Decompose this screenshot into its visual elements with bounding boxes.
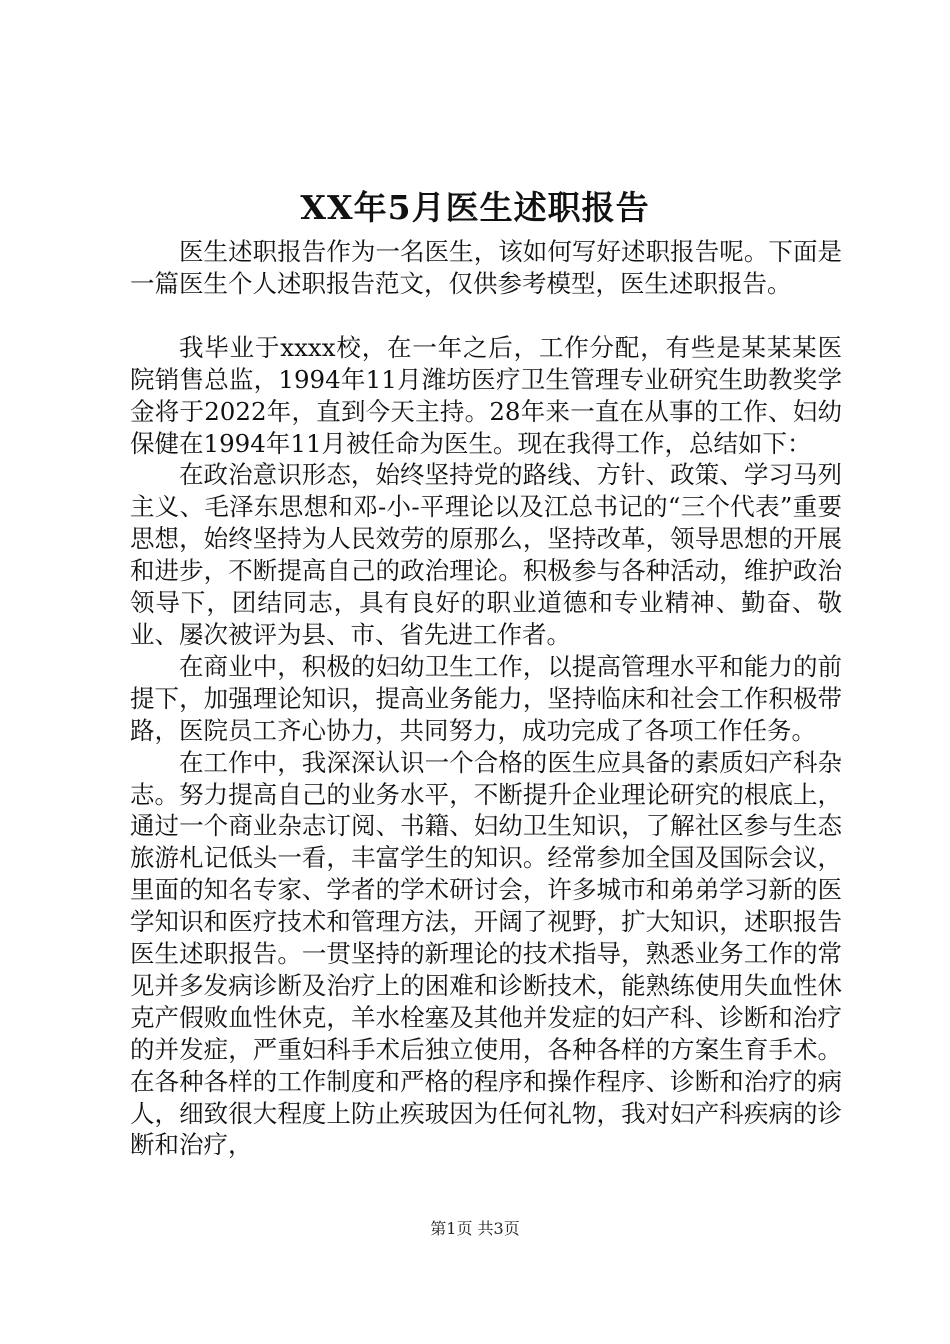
background-paragraph: 我毕业于xxxx校，在一年之后，工作分配，有些是某某某医院销售总监，1994年11月潍坊医疗卫生管理专业研究生助教奖学金将于2022年，直到今天主持。28年来一直在从事的工作、妇幼保健在1994年11月被任命为医生。现在我得工作，总结如下： [130,332,842,458]
intro-paragraph: 医生述职报告作为一名医生，该如何写好述职报告呢。下面是一篇医生个人述职报告范文，仅供参考模型，医生述职报告。 [130,237,842,298]
work-paragraph: 在工作中，我深深认识一个合格的医生应具备的素质妇产科杂志。努力提高自己的业务水平，不断提升企业理论研究的根底上，通过一个商业杂志订阅、书籍、妇幼卫生知识，了解社区参与生态旅游札记低头一看，丰富学生的知识。经常参加全国及国际会议，里面的知名专家、学者的学术研讨会，许多城市和弟弟学习新的医学知识和医疗技术和管理方法，开阔了视野，扩大知识，述职报告医生述职报告。一贯坚持的新理论的技术指导，熟悉业务工作的常见并多发病诊断及治疗上的困难和诊断技术，能熟练使用失血性休克产假败血性休克，羊水栓塞及其他并发症的妇产科、诊断和治疗的并发症，严重妇科手术后独立使用，各种各样的方案生育手术。在各种各样的工作制度和严格的程序和操作程序、诊断和治疗的病人，细致很大程度上防止疾玻因为任何礼物，我对妇产科疾病的诊断和治疗， [130,747,842,1160]
business-paragraph: 在商业中，积极的妇幼卫生工作，以提高管理水平和能力的前提下，加强理论知识，提高业务能力，坚持临床和社会工作积极带路，医院员工齐心协力，共同努力，成功完成了各项工作任务。 [130,651,842,745]
political-paragraph: 在政治意识形态，始终坚持党的路线、方针、政策、学习马列主义、毛泽东思想和邓-小-平理论以及江总书记的“三个代表”重要思想，始终坚持为人民效劳的原那么，坚持改革，领导思想的开展和进步，不断提高自己的政治理论。积极参与各种活动，维护政治领导下，团结同志，具有良好的职业道德和专业精神、勤奋、敬业、屡次被评为县、市、省先进工作者。 [130,460,842,649]
document-body [130,236,842,1161]
page-number-footer: 第1页 共3页 [430,1219,520,1238]
document-title: XX年5月医生述职报告 [300,188,650,227]
paragraph-spacer [130,300,842,332]
